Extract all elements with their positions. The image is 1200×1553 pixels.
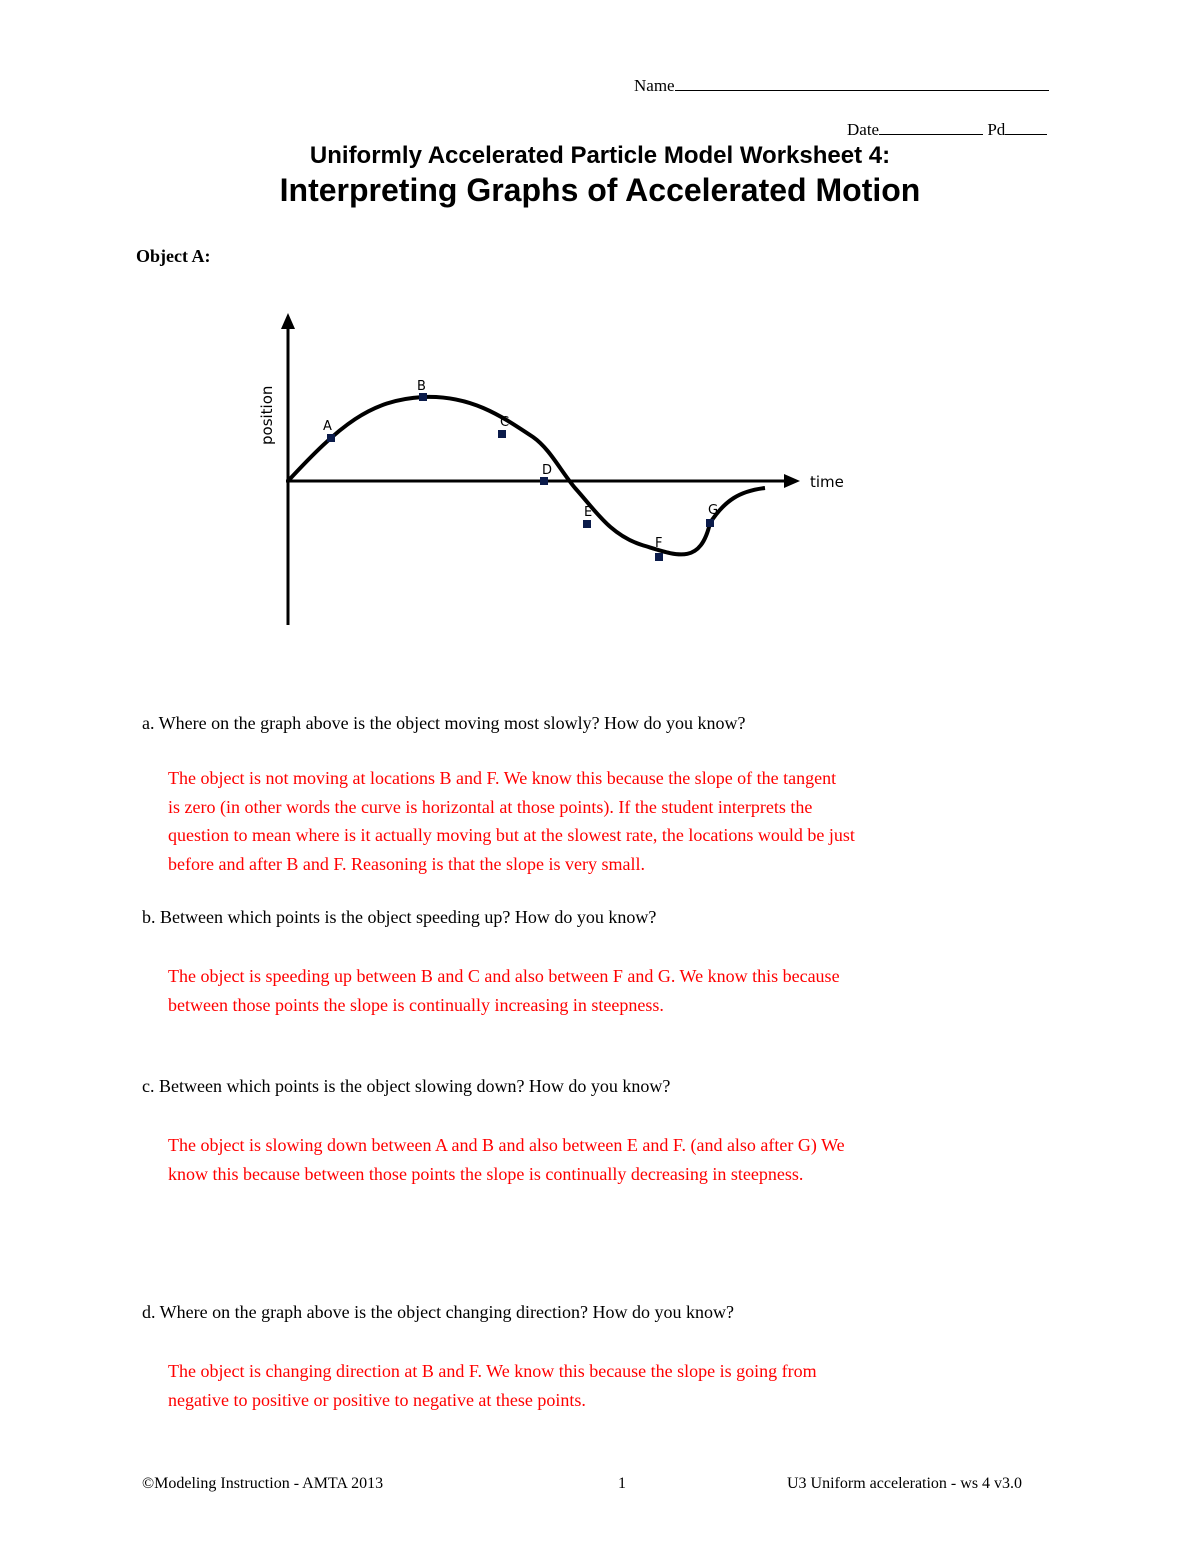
point-label: F (655, 536, 663, 551)
point-marker (655, 553, 663, 561)
period-blank (1005, 118, 1047, 135)
name-field (634, 74, 1049, 96)
point-label: E (584, 505, 593, 520)
answer-line: question to mean where is it actually moving but at the slowest rate, the locations would be just (168, 825, 855, 845)
object-label: Object A: (136, 246, 211, 266)
point-marker (540, 477, 548, 485)
point-label: B (417, 379, 426, 394)
answer-line: negative to positive or positive to negative at these points. (168, 1389, 586, 1410)
footer-document-id: U3 Uniform acceleration - ws 4 v3.0 (787, 1475, 1023, 1492)
answer-d (168, 1357, 1068, 1414)
footer-page-number: 1 (618, 1475, 626, 1492)
y-axis-label: position (258, 385, 276, 445)
answer-a (168, 764, 1068, 878)
point-marker (419, 393, 427, 401)
answer-line: before and after B and F. Reasoning is that the slope is very small. (168, 853, 645, 874)
point-label: D (542, 463, 553, 478)
x-axis-label: time (810, 473, 844, 491)
period-label: Pd (987, 120, 1006, 139)
worksheet-subtitle: Interpreting Graphs of Accelerated Motion (279, 172, 921, 208)
question-b: b. Between which points is the object speeding up? How do you know? (142, 907, 657, 927)
question-a: a. Where on the graph above is the object moving most slowly? How do you know? (142, 713, 746, 733)
date-blank (879, 118, 983, 135)
answer-line: between those points the slope is continually increasing in steepness. (168, 994, 664, 1015)
y-axis-arrow-icon (281, 313, 295, 329)
name-label: Name (634, 76, 675, 95)
footer-copyright: ©Modeling Instruction - AMTA 2013 (142, 1475, 384, 1492)
motion-curve (288, 397, 765, 555)
answer-c (168, 1131, 1068, 1188)
answer-line: The object is changing direction at B and F. We know this because the slope is going from (168, 1361, 817, 1381)
answer-line: The object is speeding up between B and C and also between F and G. We know this because (168, 966, 840, 986)
answer-line: know this because between those points the slope is continually decreasing in steepness. (168, 1163, 804, 1184)
question-c: c. Between which points is the object slowing down? How do you know? (142, 1076, 671, 1096)
date-period-field (847, 118, 1047, 140)
point-marker (498, 430, 506, 438)
name-blank (675, 74, 1049, 91)
point-marker (327, 434, 335, 442)
answer-line: The object is slowing down between A and B and also between E and F. (and also after G) We (168, 1135, 845, 1155)
point-label: A (323, 419, 332, 434)
answer-line: The object is not moving at locations B and F. We know this because the slope of the tangent (168, 768, 837, 788)
position-time-graph (230, 305, 860, 635)
answer-b (168, 962, 1068, 1019)
point-marker (583, 520, 591, 528)
x-axis-arrow-icon (784, 474, 800, 488)
point-label: G (708, 503, 719, 518)
point-label: C (500, 415, 510, 430)
point-marker (706, 519, 714, 527)
date-label: Date (847, 120, 880, 139)
question-d: d. Where on the graph above is the object changing direction? How do you know? (142, 1302, 734, 1322)
worksheet-title: Uniformly Accelerated Particle Model Worksheet 4: (309, 142, 891, 169)
answer-line: is zero (in other words the curve is horizontal at those points). If the student interprets the (168, 796, 813, 817)
